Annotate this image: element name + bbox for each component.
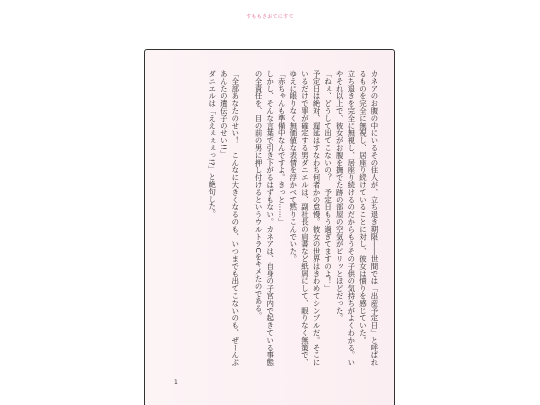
paragraph: 「全部あなたのせい！ こんなに大きくなるのも、いつまでも出てこないのも、ぜーんぶあんたの遺伝子のせい!!」	[219, 70, 240, 366]
paragraph: 「ねぇ、どうして出てこないの？ 予定日もう過ぎてますのよ！」	[323, 70, 333, 292]
paragraph: しかし、そんな言葉で引き下がるはずもない。カネアは、自身の子宮内で起きている事態の全責任を、目の前の男に押し付けるというウルトラCをキメたのである。	[254, 70, 275, 366]
book-page	[144, 49, 395, 405]
page-number: 1	[174, 379, 178, 386]
paragraph: カネアのお腹の中にいるその住人が、立ち退き期限――世間では「出産予定日」と呼ばれるものを完全に無視し、居座り続けていることに対し、彼女は憤りを感じていた。	[358, 70, 379, 366]
page-text	[156, 70, 380, 370]
paragraph: 予定日は絶対、遅延はすなわち何者かの怠慢。彼女の世界はきわめてシンプルだ。そこにいるだけで罪が確定する男ダニエルは、副社長の肩書など紙屑にして、眼りなく無策で、ゆえに眼りなく無価値な表情を浮かべて黙りこんでいた。	[288, 70, 322, 366]
paragraph: 「赤ちゃんも準備中なんですよ。きっと……」	[277, 70, 287, 226]
paragraph-break	[241, 70, 253, 370]
title-link[interactable]: すももさおてにすて	[246, 14, 294, 20]
paragraph: ダニエルは「ええぇぇぇっ!?」と絶句した。	[207, 70, 217, 218]
paragraph: 立ち退きを完全に無視し、居座り続けるのだからもうその子供の気持ちがよくわかる。いやそれ以上で、彼女がお腹を撫でた跡の部屋の空気がピリッとほどだった。	[335, 70, 356, 366]
